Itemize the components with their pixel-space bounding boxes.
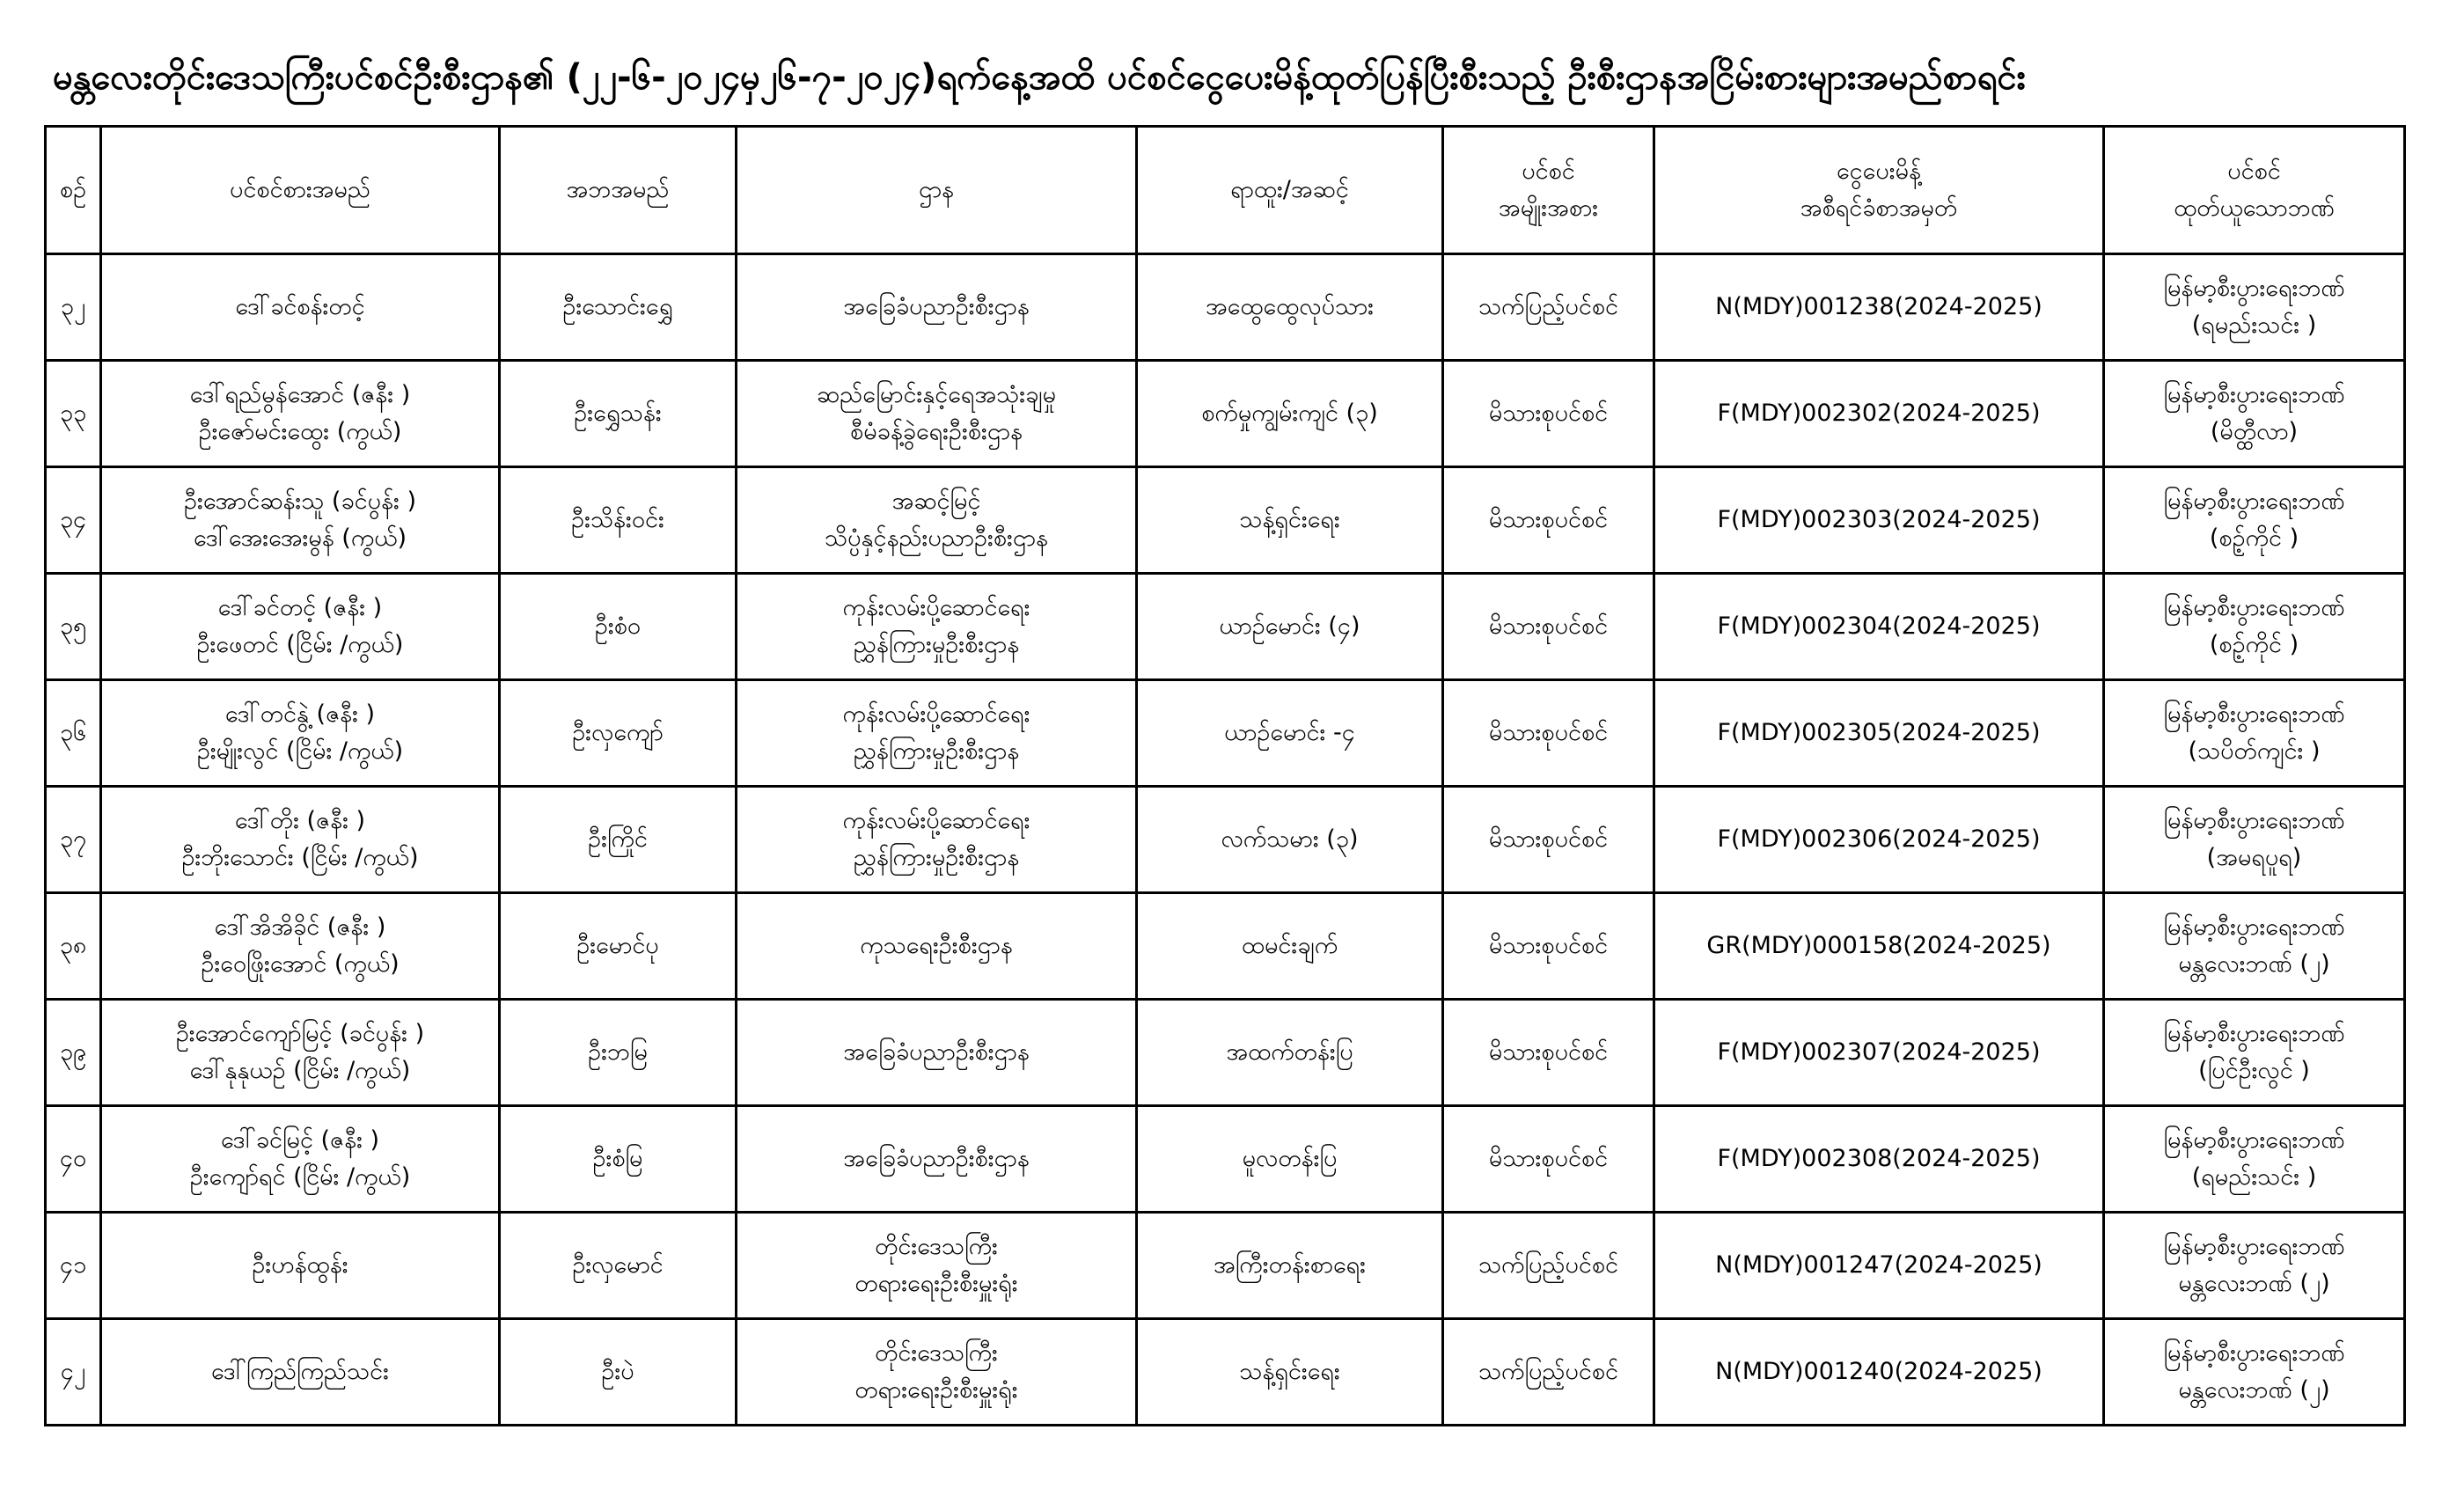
row-number-cell: ၄၁	[46, 1213, 101, 1319]
header-father-name: အဘအမည်	[500, 127, 737, 254]
rank-cell: အထက်တန်းပြ	[1137, 1000, 1443, 1106]
pension-type-cell: မိသားစုပင်စင်	[1443, 361, 1654, 467]
pension-type-cell: မိသားစုပင်စင်	[1443, 680, 1654, 787]
father-name-cell: ဦးသိန်းဝင်း	[500, 467, 737, 574]
father-name-cell: ဦးစံဝ	[500, 574, 737, 680]
order-number-cell: N(MDY)001240(2024-2025)	[1654, 1319, 2104, 1426]
bank-cell: မြန်မာ့စီးပွားရေးဘဏ် (ရမည်းသင်း )	[2104, 254, 2405, 361]
pension-type-cell: သက်ပြည့်ပင်စင်	[1443, 1213, 1654, 1319]
table-row	[46, 787, 2405, 893]
father-name-cell: ဦးသောင်းရွှေ	[500, 254, 737, 361]
pension-type-cell: မိသားစုပင်စင်	[1443, 787, 1654, 893]
row-number-cell: ၄၀	[46, 1106, 101, 1213]
pensioner-name-cell: ဒေါ်ရည်မွန်အောင် (ဇနီး ) ဦးဇော်မင်းထွေး (ကွယ်)	[101, 361, 500, 467]
row-number-cell: ၃၃	[46, 361, 101, 467]
header-pension-type: ပင်စင် အမျိုးအစား	[1443, 127, 1654, 254]
bank-cell: မြန်မာ့စီးပွားရေးဘဏ် မန္တလေးဘဏ် (၂)	[2104, 1213, 2405, 1319]
order-number-cell: F(MDY)002304(2024-2025)	[1654, 574, 2104, 680]
rank-cell: ယာဉ်မောင်း (၄)	[1137, 574, 1443, 680]
table-row	[46, 574, 2405, 680]
department-cell: ကုန်းလမ်းပို့ဆောင်ရေး ညွှန်ကြားမှုဦးစီးဌာန	[737, 787, 1137, 893]
pensioner-name-cell: ဒေါ်အိအိခိုင် (ဇနီး ) ဦးဝေဖြိုးအောင် (ကွယ်)	[101, 893, 500, 1000]
rank-cell: ထမင်းချက်	[1137, 893, 1443, 1000]
bank-cell: မြန်မာ့စီးပွားရေးဘဏ် (မိတ္ထီလာ)	[2104, 361, 2405, 467]
rank-cell: လက်သမား (၃)	[1137, 787, 1443, 893]
pension-type-cell: မိသားစုပင်စင်	[1443, 1000, 1654, 1106]
row-number-cell: ၃၂	[46, 254, 101, 361]
bank-cell: မြန်မာ့စီးပွားရေးဘဏ် မန္တလေးဘဏ် (၂)	[2104, 1319, 2405, 1426]
rank-cell: မူလတန်းပြ	[1137, 1106, 1443, 1213]
order-number-cell: F(MDY)002305(2024-2025)	[1654, 680, 2104, 787]
table-body	[46, 254, 2405, 1426]
rank-cell: အကြီးတန်းစာရေး	[1137, 1213, 1443, 1319]
father-name-cell: ဦးလှမောင်	[500, 1213, 737, 1319]
father-name-cell: ဦးရွှေသန်း	[500, 361, 737, 467]
row-number-cell: ၃၅	[46, 574, 101, 680]
pensioner-name-cell: ဦးအောင်ကျော်မြင့် (ခင်ပွန်း ) ဒေါ်နုနုယဉ် (ငြိမ်း /ကွယ်)	[101, 1000, 500, 1106]
order-number-cell: N(MDY)001238(2024-2025)	[1654, 254, 2104, 361]
father-name-cell: ဦးမောင်ပု	[500, 893, 737, 1000]
order-number-cell: F(MDY)002302(2024-2025)	[1654, 361, 2104, 467]
document-title: မန္တလေးတိုင်းဒေသကြီးပင်စင်ဦးစီးဌာန၏ (၂၂-၆-၂၀၂၄မှ၂၆-၇-၂၀၂၄)ရက်နေ့အထိ ပင်စင်ငွေပေးမိန့်ထုတ်ပြန်ပြီးစီးသည့် ဦးစီးဌာနအငြိမ်းစားများအမည်စာရင်း	[53, 57, 2026, 98]
row-number-cell: ၃၄	[46, 467, 101, 574]
pensioner-name-cell: ဦးအောင်ဆန်းသူ (ခင်ပွန်း ) ဒေါ်အေးအေးမွန် (ကွယ်)	[101, 467, 500, 574]
father-name-cell: ဦးကြိုင်	[500, 787, 737, 893]
department-cell: တိုင်းဒေသကြီး တရားရေးဦးစီးမှူးရုံး	[737, 1213, 1137, 1319]
row-number-cell: ၃၇	[46, 787, 101, 893]
bank-cell: မြန်မာ့စီးပွားရေးဘဏ် (ရမည်းသင်း )	[2104, 1106, 2405, 1213]
order-number-cell: F(MDY)002306(2024-2025)	[1654, 787, 2104, 893]
row-number-cell: ၃၆	[46, 680, 101, 787]
table-row	[46, 361, 2405, 467]
rank-cell: စက်မှုကျွမ်းကျင် (၃)	[1137, 361, 1443, 467]
pensioner-name-cell: ဦးဟန်ထွန်း	[101, 1213, 500, 1319]
pension-roster-table	[44, 125, 2406, 1426]
table-row	[46, 1319, 2405, 1426]
bank-cell: မြန်မာ့စီးပွားရေးဘဏ် (ပြင်ဦးလွင် )	[2104, 1000, 2405, 1106]
pension-type-cell: မိသားစုပင်စင်	[1443, 467, 1654, 574]
rank-cell: ယာဉ်မောင်း -၄	[1137, 680, 1443, 787]
table-row	[46, 893, 2405, 1000]
department-cell: ကုသရေးဦးစီးဌာန	[737, 893, 1137, 1000]
department-cell: အခြေခံပညာဦးစီးဌာန	[737, 1106, 1137, 1213]
rank-cell: အထွေထွေလုပ်သား	[1137, 254, 1443, 361]
row-number-cell: ၄၂	[46, 1319, 101, 1426]
header-order-number: ငွေပေးမိန့် အစီရင်ခံစာအမှတ်	[1654, 127, 2104, 254]
pensioner-name-cell: ဒေါ်တင်နွဲ့ (ဇနီး ) ဦးမျိုးလွင် (ငြိမ်း /ကွယ်)	[101, 680, 500, 787]
bank-cell: မြန်မာ့စီးပွားရေးဘဏ် မန္တလေးဘဏ် (၂)	[2104, 893, 2405, 1000]
bank-cell: မြန်မာ့စီးပွားရေးဘဏ် (စဥ့်ကိုင် )	[2104, 467, 2405, 574]
pension-type-cell: မိသားစုပင်စင်	[1443, 893, 1654, 1000]
pension-type-cell: သက်ပြည့်ပင်စင်	[1443, 254, 1654, 361]
rank-cell: သန့်ရှင်းရေး	[1137, 1319, 1443, 1426]
row-number-cell: ၃၈	[46, 893, 101, 1000]
department-cell: တိုင်းဒေသကြီး တရားရေးဦးစီးမှူးရုံး	[737, 1319, 1137, 1426]
father-name-cell: ဦးစံမြ	[500, 1106, 737, 1213]
pensioner-name-cell: ဒေါ်ခင်စန်းတင့်	[101, 254, 500, 361]
pension-type-cell: သက်ပြည့်ပင်စင်	[1443, 1319, 1654, 1426]
order-number-cell: GR(MDY)000158(2024-2025)	[1654, 893, 2104, 1000]
department-cell: အခြေခံပညာဦးစီးဌာန	[737, 254, 1137, 361]
department-cell: ကုန်းလမ်းပို့ဆောင်ရေး ညွှန်ကြားမှုဦးစီးဌာန	[737, 680, 1137, 787]
department-cell: ဆည်မြောင်းနှင့်ရေအသုံးချမှု စီမံခန့်ခွဲရေးဦးစီးဌာန	[737, 361, 1137, 467]
pension-type-cell: မိသားစုပင်စင်	[1443, 1106, 1654, 1213]
header-bank: ပင်စင် ထုတ်ယူသောဘဏ်	[2104, 127, 2405, 254]
header-no: စဉ်	[46, 127, 101, 254]
table-row	[46, 467, 2405, 574]
bank-cell: မြန်မာ့စီးပွားရေးဘဏ် (သပိတ်ကျင်း )	[2104, 680, 2405, 787]
order-number-cell: N(MDY)001247(2024-2025)	[1654, 1213, 2104, 1319]
table-header-row	[46, 127, 2405, 254]
header-pensioner-name: ပင်စင်စားအမည်	[101, 127, 500, 254]
pension-type-cell: မိသားစုပင်စင်	[1443, 574, 1654, 680]
bank-cell: မြန်မာ့စီးပွားရေးဘဏ် (စဥ့်ကိုင် )	[2104, 574, 2405, 680]
rank-cell: သန့်ရှင်းရေး	[1137, 467, 1443, 574]
order-number-cell: F(MDY)002307(2024-2025)	[1654, 1000, 2104, 1106]
department-cell: အဆင့်မြင့် သိပ္ပံနှင့်နည်းပညာဦးစီးဌာန	[737, 467, 1137, 574]
header-department: ဌာန	[737, 127, 1137, 254]
department-cell: အခြေခံပညာဦးစီးဌာန	[737, 1000, 1137, 1106]
department-cell: ကုန်းလမ်းပို့ဆောင်ရေး ညွှန်ကြားမှုဦးစီးဌာန	[737, 574, 1137, 680]
table-row	[46, 1213, 2405, 1319]
father-name-cell: ဦးဘမြ	[500, 1000, 737, 1106]
header-rank: ရာထူး/အဆင့်	[1137, 127, 1443, 254]
order-number-cell: F(MDY)002308(2024-2025)	[1654, 1106, 2104, 1213]
father-name-cell: ဦးပဲ	[500, 1319, 737, 1426]
table-row	[46, 1000, 2405, 1106]
row-number-cell: ၃၉	[46, 1000, 101, 1106]
order-number-cell: F(MDY)002303(2024-2025)	[1654, 467, 2104, 574]
pensioner-name-cell: ဒေါ်ခင်တင့် (ဇနီး ) ဦးဖေတင် (ငြိမ်း /ကွယ်)	[101, 574, 500, 680]
pensioner-name-cell: ဒေါ်တိုး (ဇနီး ) ဦးဘိုးသောင်း (ငြိမ်း /ကွယ်)	[101, 787, 500, 893]
table-row	[46, 254, 2405, 361]
table-row	[46, 1106, 2405, 1213]
pensioner-name-cell: ဒေါ်ကြည်ကြည်သင်း	[101, 1319, 500, 1426]
bank-cell: မြန်မာ့စီးပွားရေးဘဏ် (အမရပူရ)	[2104, 787, 2405, 893]
table-row	[46, 680, 2405, 787]
father-name-cell: ဦးလှကျော်	[500, 680, 737, 787]
pensioner-name-cell: ဒေါ်ခင်မြင့် (ဇနီး ) ဦးကျော်ရင် (ငြိမ်း /ကွယ်)	[101, 1106, 500, 1213]
